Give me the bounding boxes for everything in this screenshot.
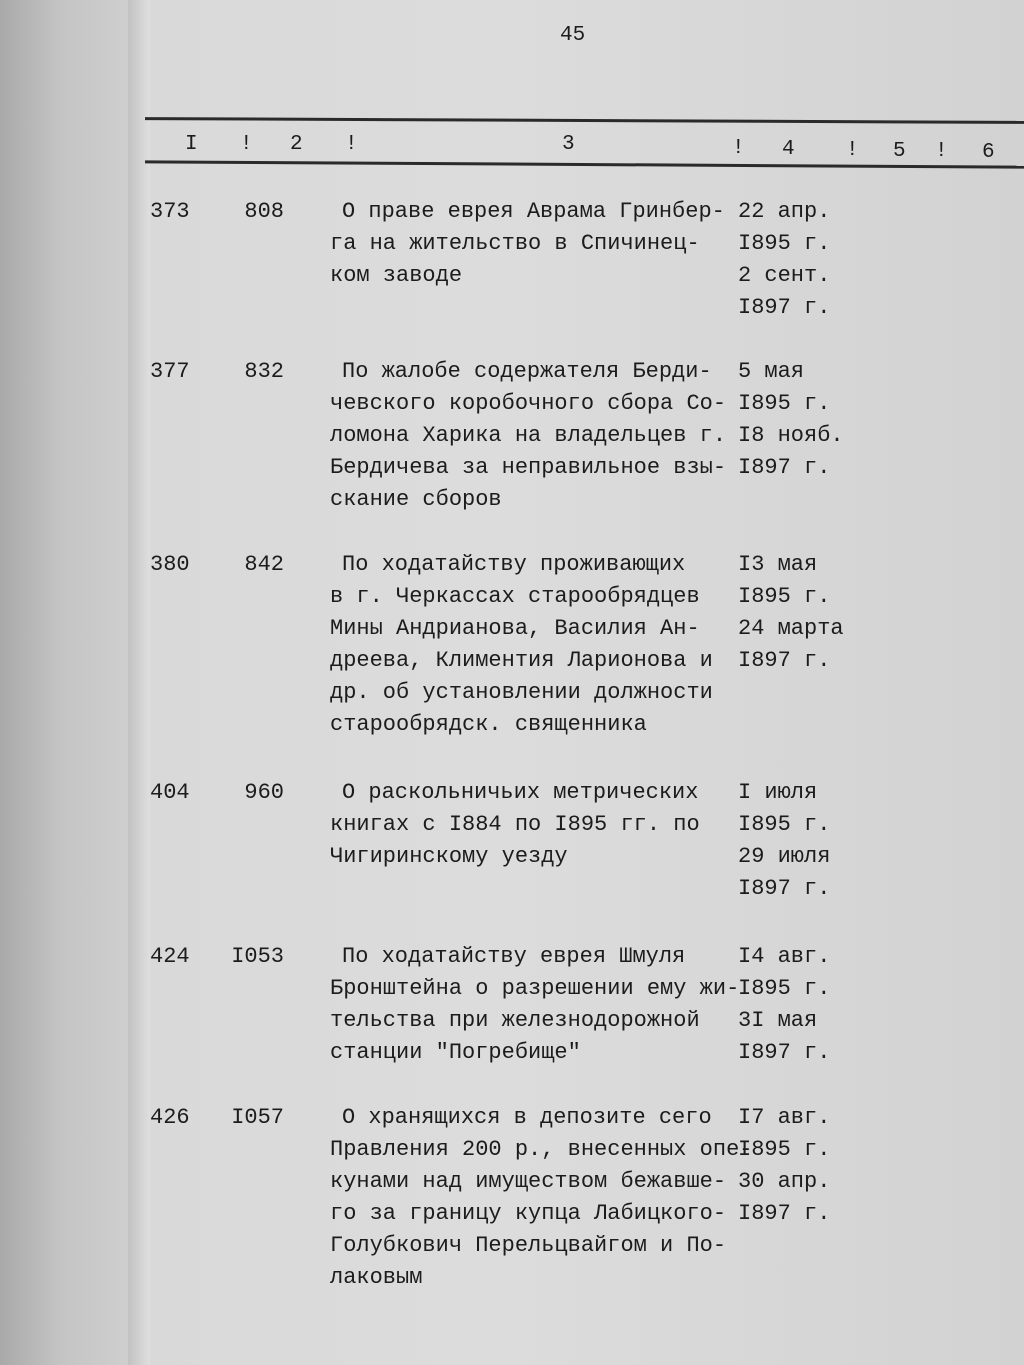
description-line: Голубкович Перельцвайгом и По- bbox=[330, 1233, 727, 1258]
date-line: I895 г. bbox=[738, 976, 831, 1001]
file-number: 842 bbox=[244, 552, 284, 577]
description-line: станции "Погребище" bbox=[330, 1040, 581, 1065]
date-line: I897 г. bbox=[738, 1040, 831, 1065]
row-number: 377 bbox=[150, 359, 190, 384]
row-number: 373 bbox=[150, 199, 190, 224]
date-line: I897 г. bbox=[738, 648, 831, 673]
date-line: 24 марта bbox=[738, 616, 844, 641]
header-col-2: 2 bbox=[290, 133, 303, 156]
description-line: Бронштейна о разрешении ему жи- bbox=[330, 976, 740, 1001]
date-line: I895 г. bbox=[738, 231, 831, 256]
case-dates bbox=[738, 777, 830, 905]
description-line: кунами над имуществом бежавше- bbox=[330, 1169, 727, 1194]
case-dates bbox=[738, 1102, 830, 1230]
description-line: скание сборов bbox=[330, 487, 502, 512]
date-line: I897 г. bbox=[738, 876, 831, 901]
date-line: 3I мая bbox=[738, 1008, 818, 1033]
header-top-rule bbox=[145, 117, 1024, 124]
description-line: Правления 200 р., внесенных опе- bbox=[330, 1137, 753, 1162]
file-number: 832 bbox=[244, 359, 284, 384]
description-line: тельства при железнодорожной bbox=[330, 1008, 700, 1033]
header-col-6: 6 bbox=[982, 141, 995, 164]
date-line: I897 г. bbox=[738, 1201, 831, 1226]
row-number: 404 bbox=[150, 780, 190, 805]
description-line: книгах с I884 по I895 гг. по bbox=[330, 812, 700, 837]
case-description bbox=[330, 941, 739, 1069]
description-line: ком заводе bbox=[330, 263, 463, 288]
date-line: I897 г. bbox=[738, 455, 831, 480]
case-dates bbox=[738, 356, 844, 484]
description-line: О праве еврея Аврама Гринбер- bbox=[342, 199, 725, 224]
description-line: го за границу купца Лабицкого- bbox=[330, 1201, 727, 1226]
description-line: Бердичева за неправильное взы- bbox=[330, 455, 727, 480]
date-line: 5 мая bbox=[738, 359, 805, 384]
header-col-3: 3 bbox=[562, 133, 575, 156]
header-separator: ! bbox=[240, 133, 253, 156]
header-col-5: 5 bbox=[893, 140, 906, 163]
file-number: I057 bbox=[231, 1105, 284, 1130]
date-line: 2 сент. bbox=[738, 263, 831, 288]
case-description bbox=[330, 1102, 752, 1294]
description-line: др. об установлении должности bbox=[330, 680, 713, 705]
date-line: I4 авг. bbox=[738, 944, 831, 969]
file-number: 808 bbox=[244, 199, 284, 224]
description-line: Чигиринскому уезду bbox=[330, 844, 568, 869]
description-line: По ходатайству еврея Шмуля bbox=[342, 944, 686, 969]
description-line: О хранящихся в депозите сего bbox=[342, 1105, 712, 1130]
header-separator: ! bbox=[935, 140, 948, 163]
case-dates bbox=[738, 941, 830, 1069]
row-number: 424 bbox=[150, 944, 190, 969]
date-line: I895 г. bbox=[738, 1137, 831, 1162]
case-description bbox=[330, 196, 725, 292]
page-fold-shadow bbox=[128, 0, 150, 1365]
date-line: 29 июля bbox=[738, 844, 831, 869]
description-line: О раскольничьих метрических bbox=[342, 780, 699, 805]
date-line: 30 апр. bbox=[738, 1169, 831, 1194]
file-number: I053 bbox=[231, 944, 284, 969]
row-number: 380 bbox=[150, 552, 190, 577]
date-line: I3 мая bbox=[738, 552, 818, 577]
header-separator: ! bbox=[345, 133, 358, 156]
header-col-4: 4 bbox=[782, 138, 795, 161]
date-line: I7 авг. bbox=[738, 1105, 831, 1130]
case-description bbox=[330, 356, 726, 516]
header-separator: ! bbox=[732, 137, 745, 160]
date-line: I8 нояб. bbox=[738, 423, 844, 448]
date-line: 22 апр. bbox=[738, 199, 831, 224]
case-dates bbox=[738, 196, 830, 324]
description-line: По жалобе содержателя Берди- bbox=[342, 359, 712, 384]
description-line: дреева, Климентия Ларионова и bbox=[330, 648, 713, 673]
description-line: лаковым bbox=[330, 1265, 423, 1290]
date-line: I895 г. bbox=[738, 584, 831, 609]
description-line: По ходатайству проживающих bbox=[342, 552, 686, 577]
date-line: I895 г. bbox=[738, 812, 831, 837]
header-col-1: I bbox=[185, 133, 198, 156]
case-dates bbox=[738, 549, 844, 677]
description-line: чевского коробочного сбора Со- bbox=[330, 391, 727, 416]
description-line: Мины Андрианова, Василия Ан- bbox=[330, 616, 700, 641]
header-separator: ! bbox=[846, 139, 859, 162]
page-number: 45 bbox=[560, 24, 586, 47]
row-number: 426 bbox=[150, 1105, 190, 1130]
description-line: ломона Харика на владельцев г. bbox=[330, 423, 727, 448]
description-line: га на жительство в Спичинец- bbox=[330, 231, 700, 256]
case-description bbox=[330, 777, 700, 873]
date-line: I июля bbox=[738, 780, 818, 805]
date-line: I897 г. bbox=[738, 295, 831, 320]
date-line: I895 г. bbox=[738, 391, 831, 416]
description-line: в г. Черкассах старообрядцев bbox=[330, 584, 700, 609]
file-number: 960 bbox=[244, 780, 284, 805]
description-line: старообрядск. священника bbox=[330, 712, 647, 737]
case-description bbox=[330, 549, 713, 741]
